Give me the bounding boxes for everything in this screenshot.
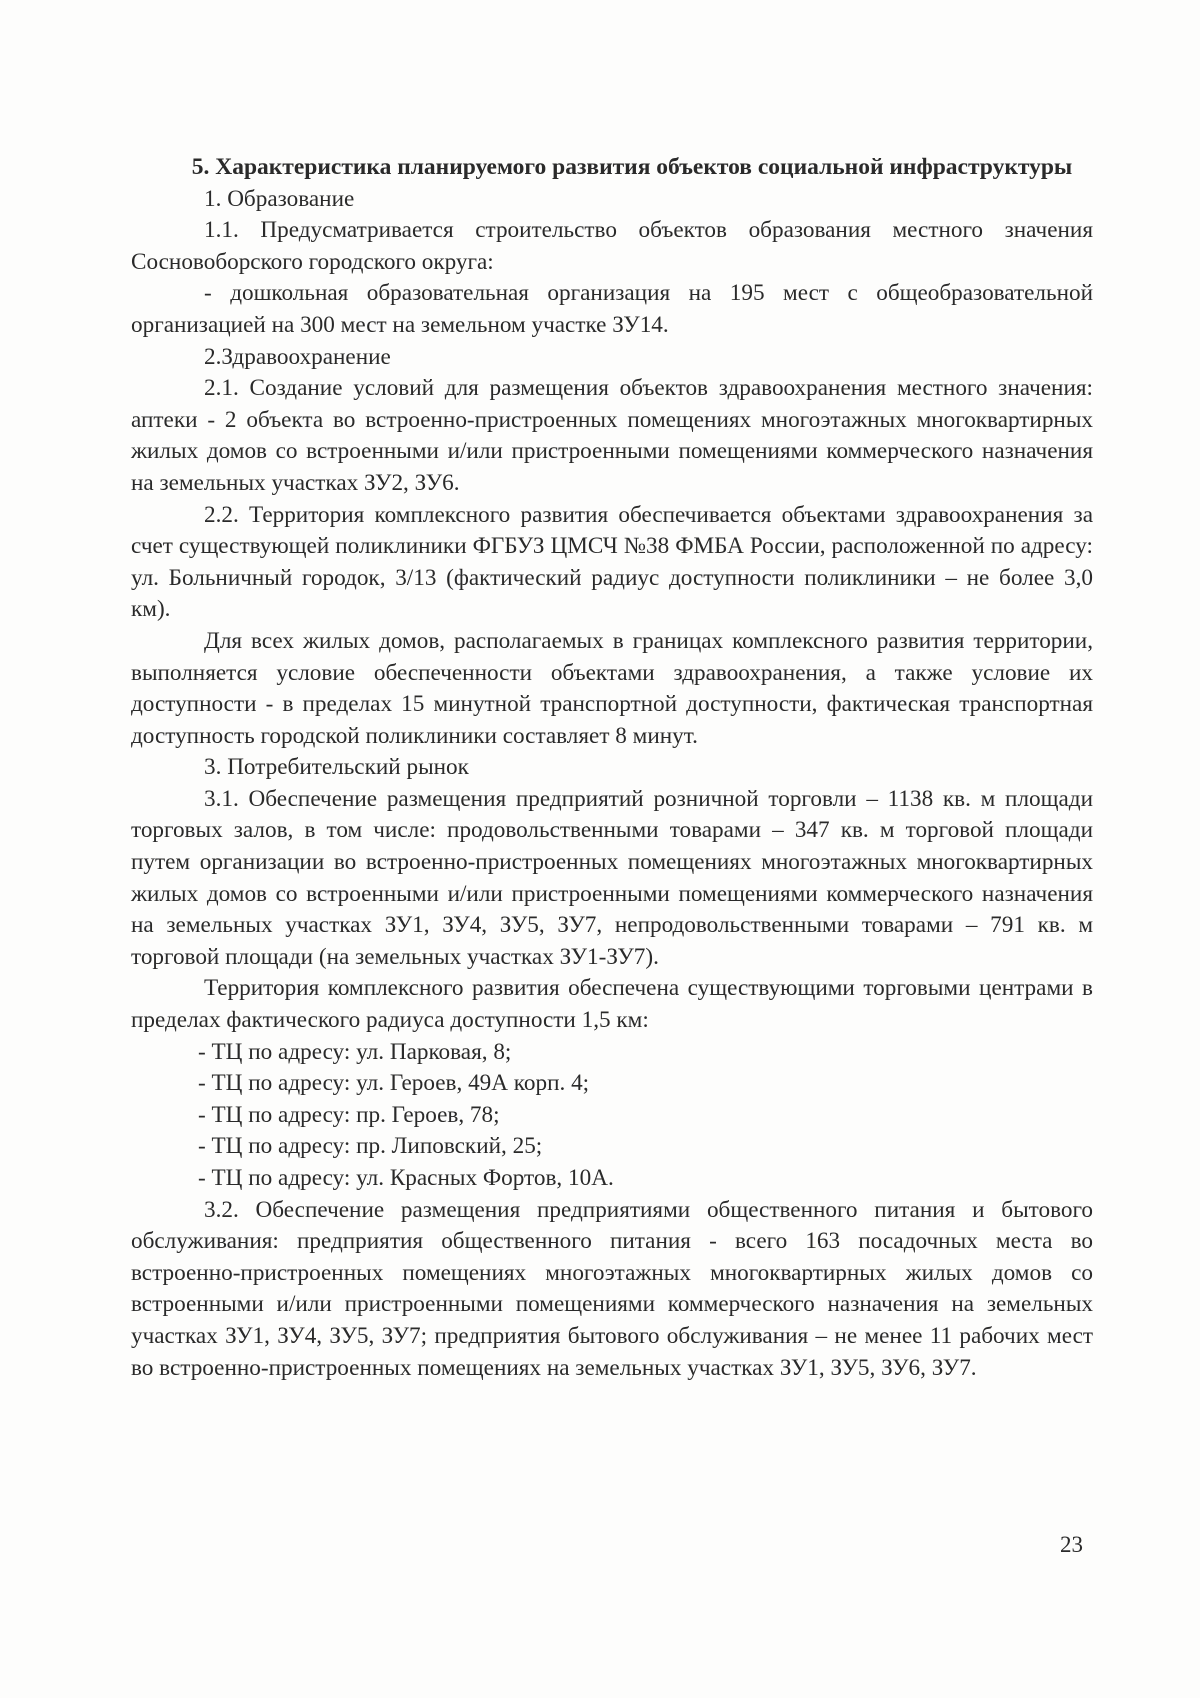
paragraph: 3.1. Обеспечение размещения предприятий розничной торговли – 1138 кв. м площади торговых залов, в том числе: продовольственными товарами – 347 кв. м торговой площади путем организации во встроенно-пристроенных помещениях многоэтажных многоквартирных жилых домов со встроенными и/или пристроенными помещениями коммерческого назначения на земельных участках ЗУ1, ЗУ4, ЗУ5, ЗУ7, непродовольственными товарами – 791 кв. м торговой площади (на земельных участках ЗУ1-ЗУ7). (131, 785, 1093, 970)
paragraph: - дошкольная образовательная организация на 195 мест с общеобразовательной организацией на 300 мест на земельном участке ЗУ14. (131, 280, 1093, 338)
subsection-heading-consumer-market: 3. Потребительский рынок (204, 754, 469, 781)
paragraph: 3.2. Обеспечение размещения предприятиями общественного питания и бытового обслуживания: предприятия общественного питания - всего 163 посадочных места во встроенно-пристроенных помещениях многоэтажных многоквартирных жилых домов со встроенными и/или пристроенными помещениями коммерческого назначения на земельных участках ЗУ1, ЗУ4, ЗУ5, ЗУ7; предприятия бытового обслуживания – не менее 11 рабочих мест во встроенно-пристроенных помещениях на земельных участках ЗУ1, ЗУ5, ЗУ6, ЗУ7. (131, 1196, 1093, 1381)
document-body (131, 152, 1093, 1384)
paragraph: Территория комплексного развития обеспечена существующими торговыми центрами в пределах фактического радиуса доступности 1,5 км: (131, 975, 1093, 1034)
paragraph: Для всех жилых домов, располагаемых в границах комплексного развития территории, выполняется условие обеспеченности объектами здравоохранения, а также условие их доступности - в пределах 15 минутной транспортной доступности, фактическая транспортная доступность городской поликлиники составляет 8 минут. (131, 627, 1093, 749)
subsection-heading-education: 1. Образование (204, 185, 355, 212)
list-item: - ТЦ по адресу: ул. Красных Фортов, 10А. (198, 1165, 614, 1191)
paragraph: 2.1. Создание условий для размещения объектов здравоохранения местного значения: аптеки - 2 объекта во встроенно-пристроенных помещениях многоэтажных многоквартирных жилых домов со встроенными и/или пристроенными помещениями коммерческого назначения на земельных участках ЗУ2, ЗУ6. (131, 375, 1093, 496)
paragraph: 2.2. Территория комплексного развития обеспечивается объектами здравоохранения за счет существующей поликлиники ФГБУЗ ЦМСЧ №38 ФМБА России, расположенной по адресу: ул. Больничный городок, 3/13 (фактический радиус доступности поликлиники – не более 3,0 км). (131, 501, 1093, 623)
list-item: - ТЦ по адресу: пр. Героев, 78; (198, 1101, 500, 1128)
subsection-heading-healthcare: 2.Здравоохранение (204, 343, 391, 370)
paragraph: 1.1. Предусматривается строительство объектов образования местного значения Сосновоборского городского округа: (131, 217, 1093, 275)
list-item: - ТЦ по адресу: ул. Героев, 49А корп. 4; (198, 1070, 590, 1097)
section-title: 5. Характеристика планируемого развития объектов социальной инфраструктуры (191, 154, 1073, 180)
page-number: 23 (1060, 1532, 1083, 1557)
list-item: - ТЦ по адресу: пр. Липовский, 25; (198, 1133, 543, 1160)
list-item: - ТЦ по адресу: ул. Парковая, 8; (198, 1038, 512, 1065)
